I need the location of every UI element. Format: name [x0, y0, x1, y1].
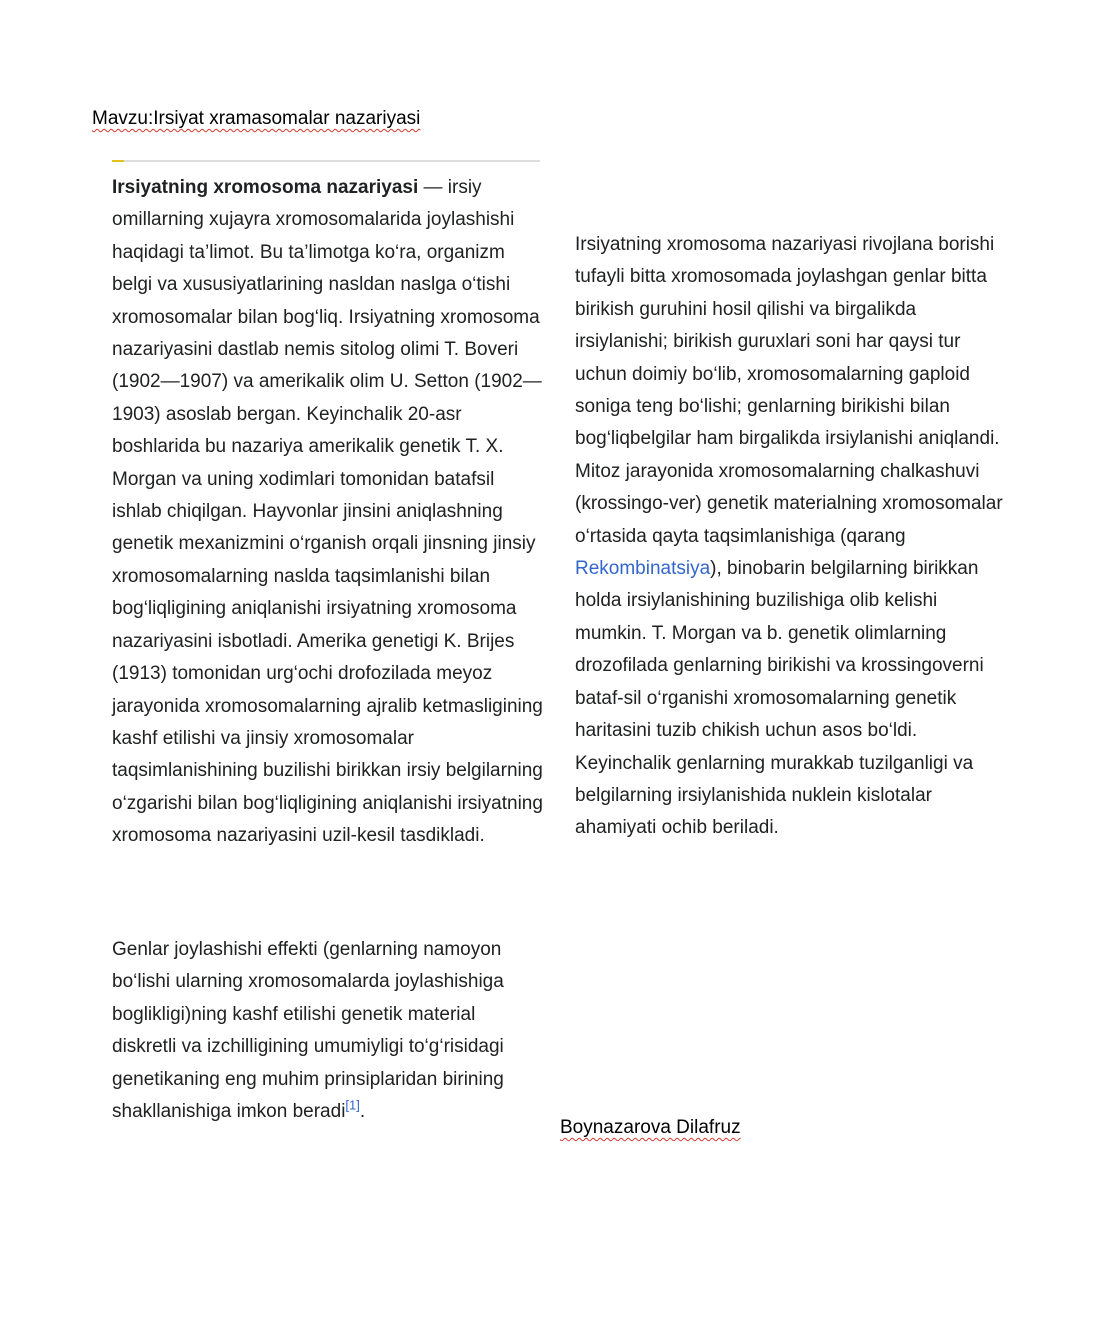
- paragraph-end-punctuation: .: [359, 1101, 366, 1123]
- gene-position-effect-text: Genlar joylashishi effekti (genlarning namoyon bo‘lishi ularning xromosomalarda joylashishiga boglikligi)ning kashf etilishi genetik material diskretli va izchilligining umumiyligi to‘g‘risidagi genetikaning eng muhim prinsiplaridan birining shakllanishiga imkon beradi: [112, 939, 504, 1123]
- topic-title: Mavzu:Irsiyat xramasomalar nazariyasi: [92, 108, 421, 129]
- intro-paragraph-text: — irsiy omillarning xujayra xromosomalarida joylashishi haqidagi ta’limot. Bu ta’limotga ko‘ra, organizm belgi va xususiyatlarining nasldan naslga o‘tishi xromosomalar bilan bog‘liq. Irsiyatning xromosoma nazariyasini dastlab nemis sitolog olimi T. Boveri (1902—1907) va amerikalik olim U. Setton (1902—1903) asoslab bergan. Keyinchalik 20-asr boshlarida bu nazariya amerikalik genetik T. X. Morgan va uning xodimlari tomonidan batafsil ishlab chiqilgan. Hayvonlar jinsini aniqlashning genetik mexanizmini o‘rganish orqali jinsning jinsiy xromosomalarning naslda taqsimlanishi bilan bog‘liqligining aniqlanishi irsiyatning xromosoma nazariyasini isbotladi. Amerika genetigi K. Brijes (1913) tomonidan urg‘ochi drofozilada meyoz jarayonida xromosomalarning ajralib ketmasligining kashf etilishi va jinsiy xromosomalar taqsimlanishining buzilishi birikkan irsiy belgilarning o‘zgarishi bilan bog‘liqligining aniqlanishi irsiyatning xromosoma nazariyasini uzil-kesil tasdikladi.: [112, 177, 543, 847]
- author-name: Boynazarova Dilafruz: [560, 1117, 741, 1138]
- gene-position-effect-paragraph: [112, 934, 537, 1128]
- theory-text-before-link: Irsiyatning xromosoma nazariyasi rivojlana borishi tufayli bitta xromosomada joylashgan genlar bitta birikish guruhini hosil qilishi va birgalikda irsiylanishi; birikish guruxlari soni har qaysi tur uchun doimiy bo‘lib, xromosomalarning gaploid soniga teng bo‘lishi; genlarning birikishi bilan bog‘liqbelgilar ham birgalikda irsiylanishi aniqlandi. Mitoz jarayonida xromosomalarning chalkashuvi (krossingo-ver) genetik materialning xromosomalar o‘rtasida qayta taqsimlanishiga (qarang: [575, 234, 1003, 547]
- section-divider-accent: [112, 160, 124, 162]
- bold-term: Irsiyatning xromosoma nazariyasi: [112, 177, 419, 198]
- theory-development-paragraph: [575, 229, 1010, 845]
- theory-text-after-link: ), binobarin belgilarning birikkan holda irsiylanishining buzilishiga olib kelishi mumkin. T. Morgan va b. genetik olimlarning drozofilada genlarning birikishi va krossingoverni bataf-sil o‘rganishi xromosomalarning genetik haritasini tuzib chikish uchun asos bo‘ldi. Keyinchalik genlarning murakkab tuzilganligi va belgilarning irsiylanishida nuklein kislotalar ahamiyati ochib beriladi.: [575, 558, 984, 839]
- reference-link[interactable]: [1]: [345, 1097, 360, 1113]
- section-divider: [112, 160, 540, 162]
- intro-paragraph: [112, 172, 544, 853]
- rekombinatsiya-link[interactable]: Rekombinatsiya: [575, 558, 711, 580]
